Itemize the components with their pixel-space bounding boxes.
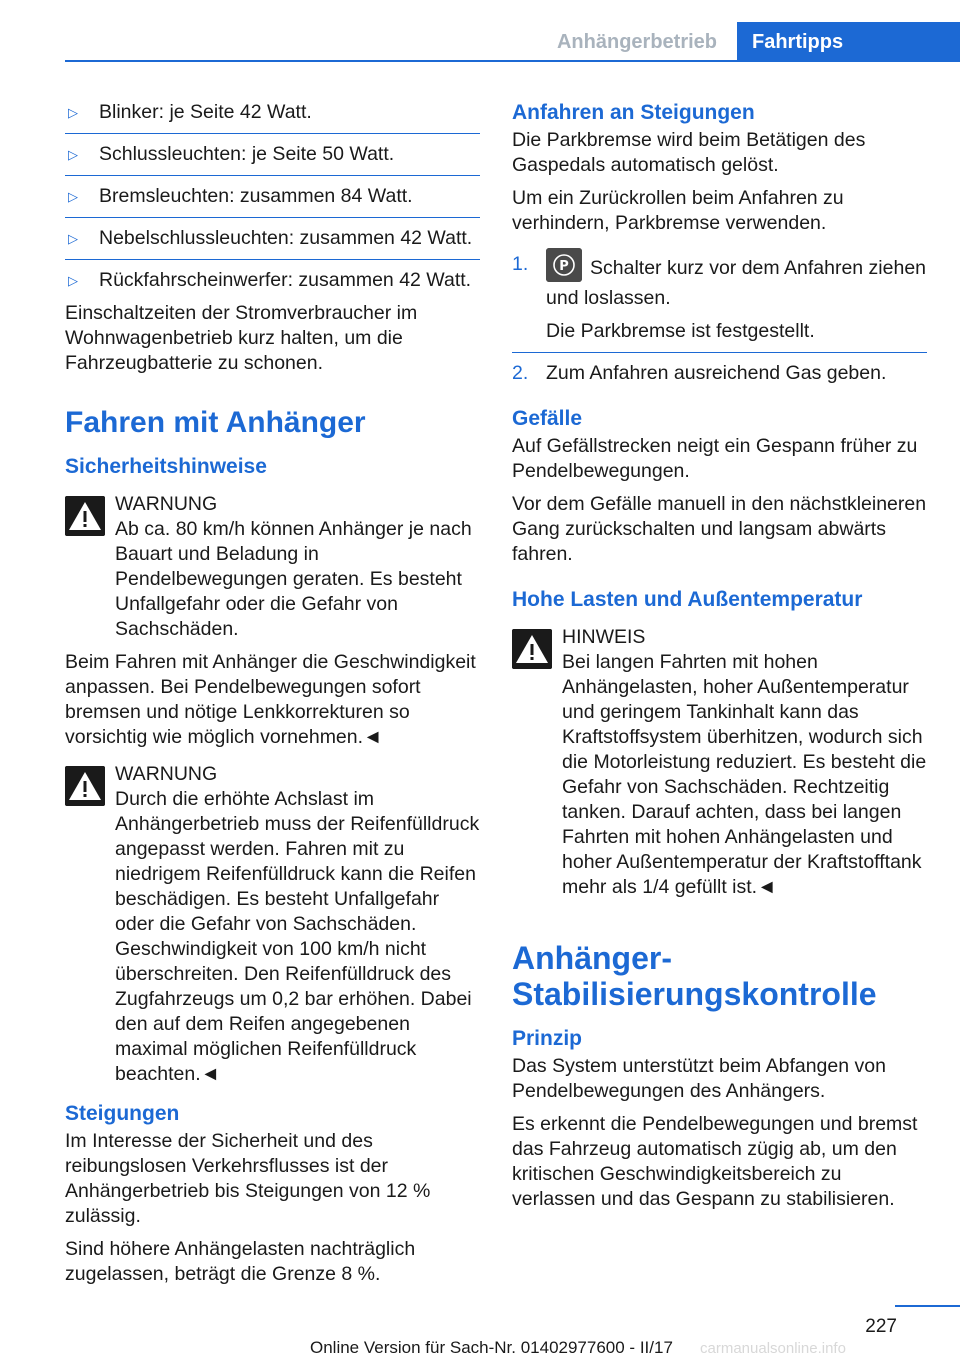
warning-triangle-icon bbox=[65, 766, 105, 806]
divider bbox=[512, 352, 927, 353]
subsection-title: Hohe Lasten und Außentemperatur bbox=[512, 588, 863, 611]
warning-label: WARNUNG bbox=[115, 763, 218, 785]
list-item: ▷ Rückfahrscheinwerfer: zusammen 42 Watt. bbox=[68, 269, 472, 291]
note-label: HINWEIS bbox=[562, 626, 646, 648]
body-paragraph: Es erkennt die Pendelbewegungen und bremst das Fahrzeug automatisch zügig ab, um den kritischen Geschwindigkeitsbereich zu verlassen und das Gespann zu stabilisieren. bbox=[512, 1113, 918, 1210]
bullet-icon: ▷ bbox=[68, 231, 78, 246]
warning-label: WARNUNG bbox=[115, 493, 218, 515]
bullet-icon: ▷ bbox=[68, 147, 78, 162]
subsection-title: Prinzip bbox=[512, 1027, 583, 1050]
warning-text: Ab ca. 80 km/h können Anhänger je nach Bauart und Beladung in Pendelbewegungen geraten. Es besteht Unfallgefahr oder die Gefahr von Sachschäden. bbox=[115, 518, 472, 640]
footer-rule bbox=[895, 1305, 960, 1307]
tab-anhaengerbetrieb[interactable]: Anhängerbetrieb bbox=[556, 31, 718, 53]
bullet-icon: ▷ bbox=[68, 105, 78, 120]
page-header bbox=[0, 0, 960, 62]
page-number: 227 bbox=[865, 1316, 897, 1337]
divider bbox=[65, 217, 480, 218]
list-item: ▷ Blinker: je Seite 42 Watt. bbox=[68, 101, 312, 123]
warning-triangle-icon bbox=[65, 496, 105, 536]
body-paragraph: Auf Gefällstrecken neigt ein Gespann früher zu Pendelbewegungen. bbox=[512, 435, 918, 482]
subsection-title: Anfahren an Steigungen bbox=[512, 101, 755, 124]
warning-text: Durch die erhöhte Achslast im Anhängerbetrieb muss der Reifenfülldruck angepasst werden. Fahren mit zu niedrigem Reifenfülldruck kann die Reifen beschädigen. Es besteht Unfallgefahr oder die Gefahr von Sachschäden. Geschwindigkeit von 100 km/h nicht überschreiten. Den Reifenfülldruck des Zugfahrzeugs um 0,2 bar erhöhen. Dabei den auf dem Reifen angegebenen maximal möglichen Reifenfülldruck beachten.◄ bbox=[115, 788, 480, 1085]
list-item: ▷ Bremsleuchten: zusammen 84 Watt. bbox=[68, 185, 413, 207]
svg-text:P: P bbox=[559, 259, 569, 274]
warning-text-continued: Beim Fahren mit Anhänger die Geschwindigkeit anpassen. Bei Pendelbewegungen sofort bremsen und nötige Lenkkorrekturen so vorsichtig wie möglich vornehmen.◄ bbox=[65, 651, 476, 748]
parking-brake-icon bbox=[546, 248, 582, 282]
header-rule bbox=[65, 60, 960, 62]
list-item: ▷ Nebelschlussleuchten: zusammen 42 Watt. bbox=[68, 227, 473, 249]
bullet-icon: ▷ bbox=[68, 189, 78, 204]
footer-online-version: Online Version für Sach-Nr. 01402977600 - II/17 bbox=[310, 1338, 673, 1357]
divider bbox=[65, 133, 480, 134]
left-column bbox=[65, 100, 480, 1295]
step-result: Die Parkbremse ist festgestellt. bbox=[546, 320, 815, 342]
body-paragraph: Im Interesse der Sicherheit und des reibungslosen Verkehrsflusses ist der Anhängerbetrieb bis Steigungen von 12 % zulässig. bbox=[65, 1130, 431, 1227]
section-title: Fahren mit Anhänger bbox=[65, 406, 366, 439]
right-column bbox=[512, 100, 927, 1220]
watermark: carmanualsonline.info bbox=[700, 1340, 846, 1357]
step-number: 2. bbox=[512, 362, 529, 384]
subsection-title: Steigungen bbox=[65, 1102, 180, 1125]
warning-box bbox=[65, 492, 480, 642]
divider bbox=[65, 259, 480, 260]
divider bbox=[65, 175, 480, 176]
note-text: Bei langen Fahrten mit hohen Anhängelasten, hoher Außentemperatur und geringem Tankinhalt kann das Kraftstoffsystem überhitzen, wodurch sich die Motorleistung reduziert. Es besteht die Gefahr von Sachschäden. Rechtzeitig tanken. Darauf achten, dass bei langen Fahrten mit hohen Anhängelasten und hoher Außentemperatur der Kraftstofftank mehr als 1/4 gefüllt ist.◄ bbox=[562, 651, 927, 898]
step-number: 1. bbox=[512, 253, 529, 275]
body-paragraph: Die Parkbremse wird beim Betätigen des Gaspedals automatisch gelöst. bbox=[512, 129, 866, 176]
warning-triangle-icon bbox=[512, 629, 552, 669]
note-box bbox=[512, 625, 927, 900]
bullet-icon: ▷ bbox=[68, 273, 78, 288]
warning-box bbox=[65, 762, 480, 1087]
tab-fahrtipps[interactable]: Fahrtipps bbox=[737, 22, 960, 62]
list-item: 1. P Schalter kurz vor dem Anfahren ziehen und loslassen. Die Parkbremse ist festgestellt. bbox=[512, 252, 927, 344]
body-paragraph: Vor dem Gefälle manuell in den nächstkleineren Gang zurückschalten und langsam abwärts fahren. bbox=[512, 493, 927, 565]
body-paragraph: Das System unterstützt beim Abfangen von Pendelbewegungen des Anhängers. bbox=[512, 1055, 886, 1102]
body-paragraph: Um ein Zurückrollen beim Anfahren zu verhindern, Parkbremse verwenden. bbox=[512, 187, 844, 234]
list-item: 2. Zum Anfahren ausreichend Gas geben. bbox=[512, 362, 887, 384]
subsection-title: Gefälle bbox=[512, 407, 583, 430]
subsection-title: Sicherheitshinweise bbox=[65, 455, 267, 478]
list-item: ▷ Schlussleuchten: je Seite 50 Watt. bbox=[68, 143, 395, 165]
body-paragraph: Sind höhere Anhängelasten nachträglich zugelassen, beträgt die Grenze 8 %. bbox=[65, 1238, 416, 1285]
section-title: Anhänger-Stabilisierungskontrolle bbox=[512, 940, 877, 1012]
body-paragraph: Einschaltzeiten der Stromverbraucher im Wohnwagenbetrieb kurz halten, um die Fahrzeugbatterie zu schonen. bbox=[65, 302, 418, 374]
